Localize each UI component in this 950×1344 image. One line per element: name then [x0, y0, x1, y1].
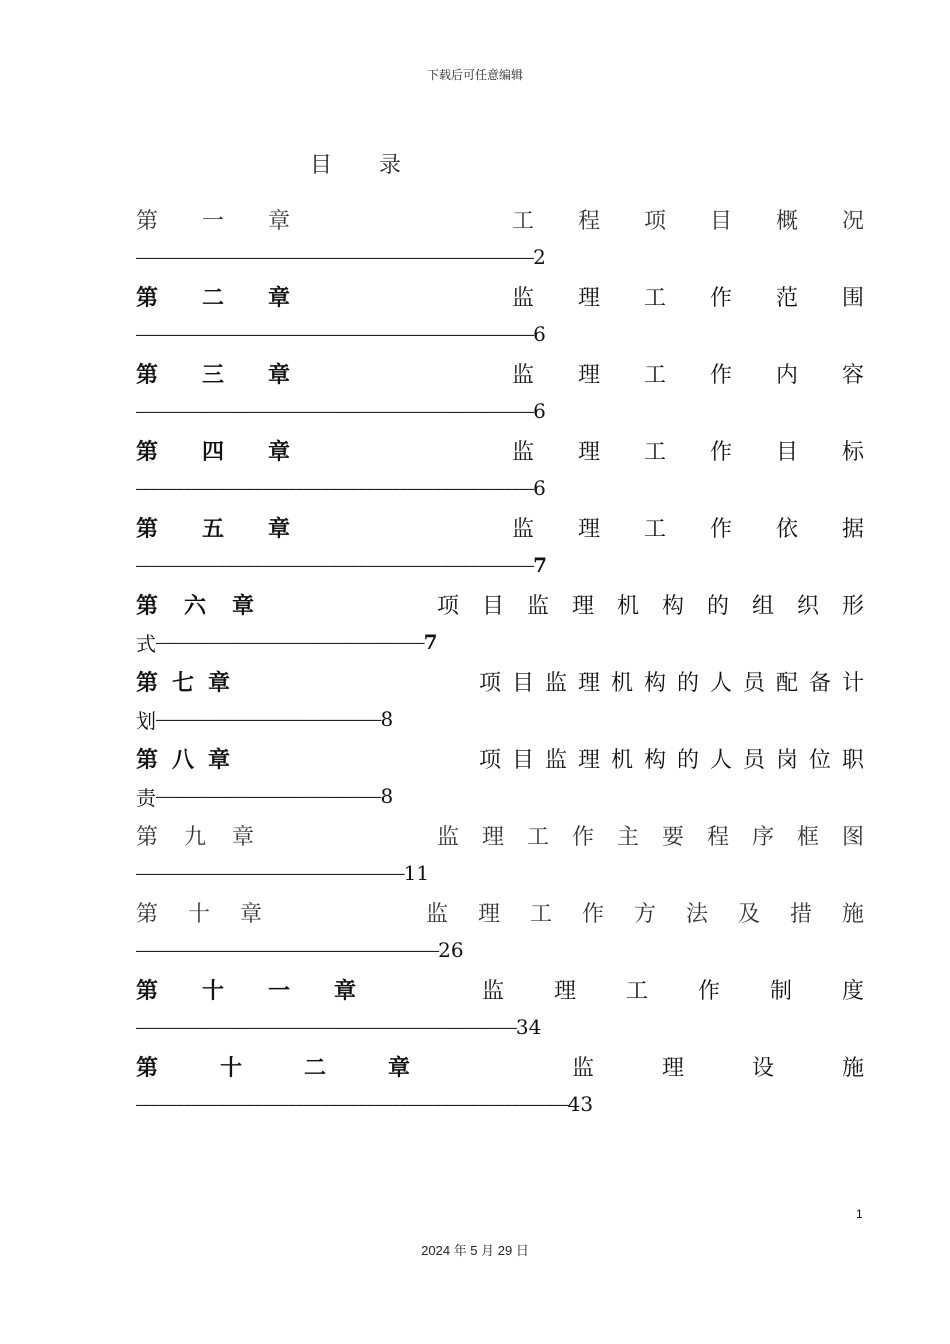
toc-entry[interactable]: [136, 431, 908, 508]
leader-dashes: ——————————————————————————————————————————————: [136, 324, 534, 344]
chapter-title: 监理工作主要程序框图: [436, 824, 887, 850]
leader-dashes: ——————————————————————————: [156, 709, 381, 729]
chapter-label: 第九章: [136, 824, 281, 850]
page-number: 6: [533, 476, 546, 500]
toc-entry[interactable]: [136, 354, 908, 431]
leader-dashes: ————————————————————————————————————————————: [136, 1017, 516, 1037]
page-header: 下载后可任意编辑: [426, 68, 523, 82]
chapter-title: 监理设施: [571, 1055, 932, 1081]
page-number: 6: [533, 399, 546, 423]
chapter-label: 第一章: [136, 208, 335, 234]
chapter-label: 第六章: [136, 593, 281, 619]
page-number: 7: [423, 630, 438, 654]
page-number: 6: [533, 322, 546, 346]
chapter-title: 监理工作依据: [511, 516, 908, 542]
chapter-title: 工程项目概况: [511, 208, 908, 234]
page-number: 43: [567, 1092, 594, 1116]
toc-entry[interactable]: [136, 200, 908, 277]
chapter-label: 第十章: [136, 901, 293, 927]
title-continuation: 划: [136, 708, 156, 733]
leader-dashes: ——————————————————————————————————————————————: [136, 247, 534, 267]
chapter-label: 第五章: [136, 516, 335, 542]
title-continuation: 式: [136, 631, 156, 656]
page-number-footer: 1: [856, 1207, 863, 1221]
chapter-title: 监理工作方法及措施: [425, 901, 894, 927]
chapter-label: 第七章: [136, 670, 245, 696]
page-number: 34: [515, 1015, 542, 1039]
chapter-label: 第十一章: [136, 978, 401, 1004]
leader-dashes: ——————————————————————————————————————————————: [136, 555, 534, 575]
leader-dashes: ——————————————————————————————————————————————: [136, 401, 534, 421]
toc-entry[interactable]: [136, 893, 894, 970]
chapter-title: 监理工作制度: [481, 978, 914, 1004]
page-number: 11: [403, 861, 430, 885]
chapter-label: 第三章: [136, 362, 335, 388]
toc-entry[interactable]: [136, 816, 887, 893]
toc-entry[interactable]: [136, 277, 908, 354]
page-number: 26: [438, 938, 464, 962]
toc-entry[interactable]: [136, 585, 887, 662]
footer-date: 2024 年 5 月 29 日: [421, 1243, 529, 1258]
toc-entry[interactable]: [136, 970, 914, 1047]
leader-dashes: ———————————————————————————————————: [136, 940, 439, 960]
chapter-title: 项目监理机构的人员配备计: [478, 670, 875, 696]
table-of-contents: [136, 200, 932, 1124]
toc-entry[interactable]: [136, 739, 875, 816]
leader-dashes: ——————————————————————————————————————————————————: [136, 1094, 568, 1114]
chapter-title: 监理工作目标: [511, 439, 908, 465]
chapter-title: 监理工作内容: [511, 362, 908, 388]
chapter-title: 项目监理机构的组织形: [436, 593, 887, 619]
chapter-title: 项目监理机构的人员岗位职: [478, 747, 875, 773]
leader-dashes: ——————————————————————————: [156, 786, 381, 806]
chapter-label: 第十二章: [136, 1055, 473, 1081]
toc-entry[interactable]: [136, 508, 908, 585]
leader-dashes: ———————————————————————————————: [156, 632, 424, 652]
chapter-label: 第二章: [136, 285, 335, 311]
page-number: 2: [533, 245, 546, 269]
toc-entry[interactable]: [136, 662, 875, 739]
toc-entry[interactable]: [136, 1047, 932, 1124]
toc-title: 目 录: [310, 153, 421, 178]
title-continuation: 责: [136, 785, 156, 810]
page-number: 8: [380, 707, 394, 731]
page-number: 8: [380, 784, 394, 808]
leader-dashes: ———————————————————————————————: [136, 863, 404, 883]
chapter-label: 第八章: [136, 747, 245, 773]
chapter-title: 监理工作范围: [511, 285, 908, 311]
chapter-label: 第四章: [136, 439, 335, 465]
page-number: 7: [533, 553, 548, 577]
leader-dashes: ——————————————————————————————————————————————: [136, 478, 534, 498]
